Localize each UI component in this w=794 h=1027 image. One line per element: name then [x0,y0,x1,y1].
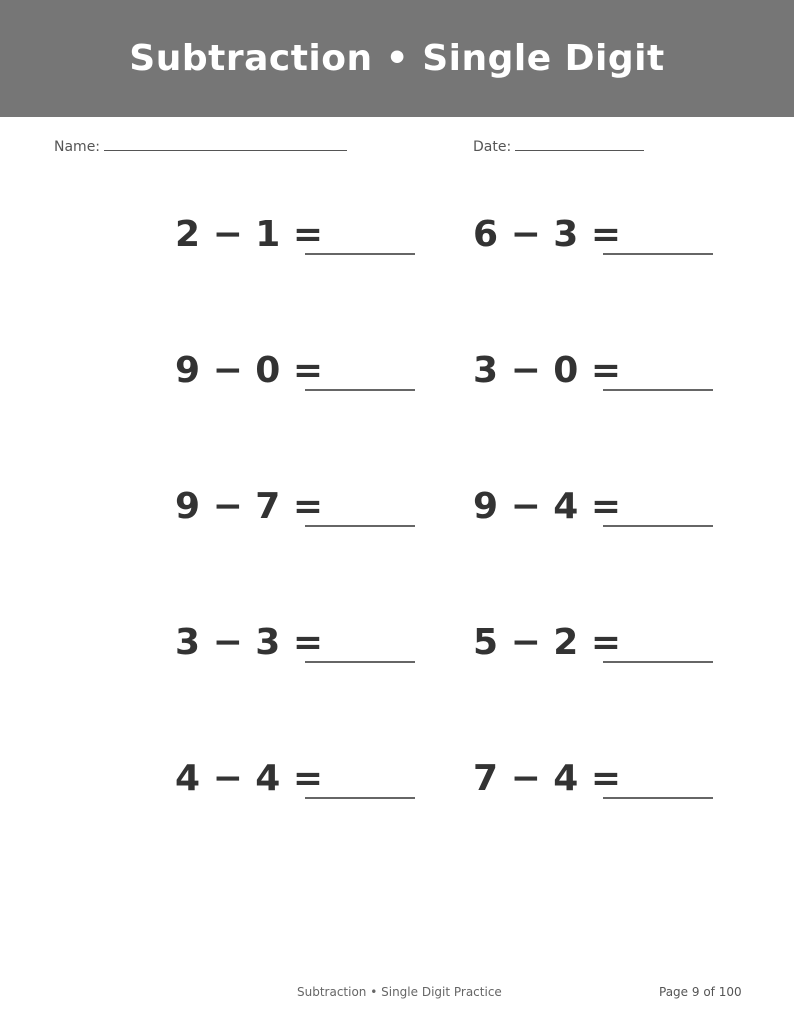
answer-line [305,525,415,527]
problem-expression: 9 − 7 = [175,486,324,527]
problem-expression: 7 − 4 = [473,758,622,799]
answer-line [305,661,415,663]
problem-expression: 6 − 3 = [473,214,622,255]
page-header [0,0,794,117]
date-label: Date: [473,139,512,155]
problem-expression: 5 − 2 = [473,622,622,663]
problem-10 [473,758,733,818]
answer-line [305,253,415,255]
problem-3 [175,350,435,410]
problem-4 [473,350,733,410]
problem-expression: 2 − 1 = [175,214,324,255]
problem-9 [175,758,435,818]
problem-1 [175,214,435,274]
problem-expression: 4 − 4 = [175,758,324,799]
name-label: Name: [54,139,101,155]
name-blank-line [104,136,347,151]
answer-line [305,389,415,391]
problem-8 [473,622,733,682]
problem-expression: 9 − 0 = [175,350,324,391]
answer-line [603,389,713,391]
answer-line [603,797,713,799]
answer-line [305,797,415,799]
answer-line [603,661,713,663]
problem-5 [175,486,435,546]
problem-expression: 3 − 0 = [473,350,622,391]
problem-expression: 3 − 3 = [175,622,324,663]
date-field [473,136,644,155]
date-blank-line [515,136,644,151]
page-number: Page 9 of 100 [659,985,742,999]
problem-6 [473,486,733,546]
answer-line [603,253,713,255]
problem-7 [175,622,435,682]
problem-expression: 9 − 4 = [473,486,622,527]
problem-2 [473,214,733,274]
answer-line [603,525,713,527]
name-field [54,136,347,155]
page-title: Subtraction • Single Digit [129,38,665,79]
footer-title: Subtraction • Single Digit Practice [297,985,502,999]
